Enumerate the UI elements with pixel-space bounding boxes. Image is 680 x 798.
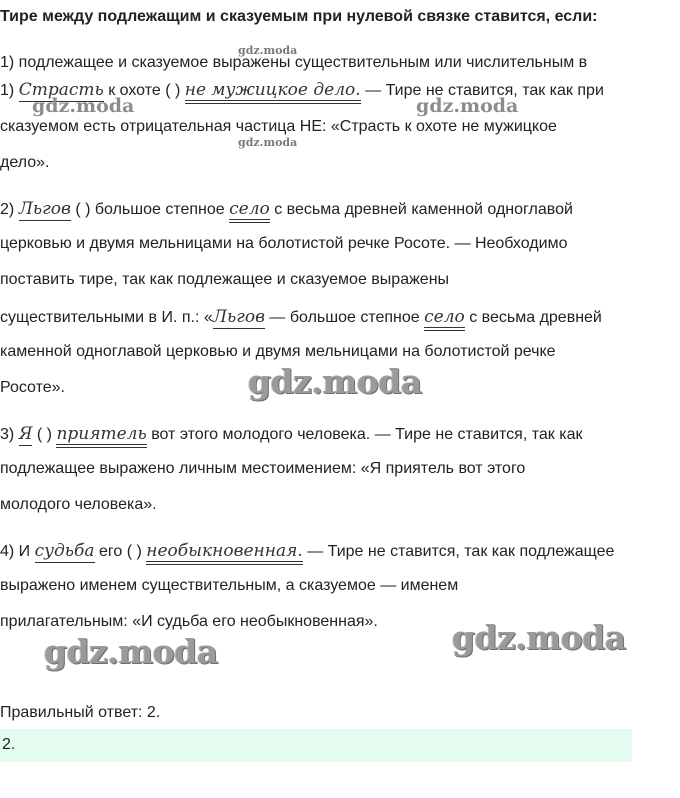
item-4-mid: его ( ) (99, 543, 142, 560)
watermark-large: gdz.moda (44, 632, 218, 671)
item-2-l4-subject: Льгов (212, 307, 265, 327)
item-2-subject: Льгов (18, 199, 71, 219)
item-1-subject: Страсть (18, 80, 104, 100)
item-3-line-1 (0, 424, 582, 444)
item-4-subject: судьба (34, 541, 95, 561)
item-2-l4-start: существительными в И. п.: « (0, 309, 213, 326)
item-4-line-2: выражено именем существительным, а сказуемое — именем (0, 577, 459, 594)
item-2-predicate: село (229, 199, 270, 223)
rule-line: 1) подлежащее и сказуемое выражены существительным или числительным в (0, 54, 588, 71)
item-2-tail: с весьма древней каменной одноглавой (274, 201, 573, 218)
item-1-tail: — Тире не ставится, так как при (365, 82, 604, 99)
item-1-predicate: не мужицкое дело. (185, 80, 361, 104)
item-2-line-2: церковью и двумя мельницами на болотистой речке Росоте. — Необходимо (0, 235, 568, 252)
watermark-large: gdz.moda (248, 362, 422, 401)
answer-box (0, 729, 632, 762)
item-1-line-2: сказуемом есть отрицательная частица НЕ: «Страсть к охоте не мужицкое (0, 118, 557, 135)
item-2-line-3: поставить тире, так как подлежащее и сказуемое выражены (0, 271, 450, 288)
task-heading: Тире между подлежащим и сказуемым при нулевой связке ставится, если: (0, 8, 598, 25)
watermark-large: gdz.moda (452, 618, 626, 657)
item-3-mid: ( ) (36, 426, 52, 443)
item-2-line-6: Росоте». (0, 379, 65, 396)
item-2-line-4 (0, 307, 602, 327)
item-4-line-3: прилагательным: «И судьба его необыкновенная». (0, 613, 378, 630)
item-4-tail: — Тире не ставится, так как подлежащее (307, 543, 615, 560)
item-3-line-2: подлежащее выражено личным местоимением: «Я приятель вот этого (0, 460, 526, 477)
correct-answer-label: Правильный ответ: 2. (0, 704, 161, 721)
item-1-num: 1) (0, 82, 15, 99)
watermark-small: gdz.moda (238, 136, 298, 149)
item-2-l4-tail: с весьма древней (469, 309, 602, 326)
item-3-tail: вот этого молодого человека. — Тире не ставится, так как (151, 426, 583, 443)
watermark-medium: gdz.moda (416, 95, 519, 117)
item-2-line-1 (0, 199, 573, 219)
item-3-subject: Я (18, 424, 33, 444)
item-4-predicate: необыкновенная. (146, 541, 302, 565)
item-2-l4-predicate: село (424, 307, 465, 331)
item-2-mid: ( ) большое степное (75, 201, 225, 218)
item-1-mid: к охоте ( ) (108, 82, 181, 99)
watermark-medium: gdz.moda (32, 95, 135, 117)
item-2-line-5: каменной одноглавой церковью и двумя мельницами на болотистой речке (0, 343, 556, 360)
item-1-line-3: дело». (0, 154, 50, 171)
item-2-num: 2) (0, 201, 15, 218)
item-3-line-3: молодого человека». (0, 496, 157, 513)
item-4-num: 4) И (0, 543, 31, 560)
item-3-predicate: приятель (56, 424, 146, 448)
item-2-l4-mid: — большое степное (269, 309, 420, 326)
item-3-num: 3) (0, 426, 15, 443)
item-4-line-1 (0, 541, 614, 561)
answer-value: 2. (2, 736, 16, 753)
watermark-small: gdz.moda (238, 44, 298, 57)
